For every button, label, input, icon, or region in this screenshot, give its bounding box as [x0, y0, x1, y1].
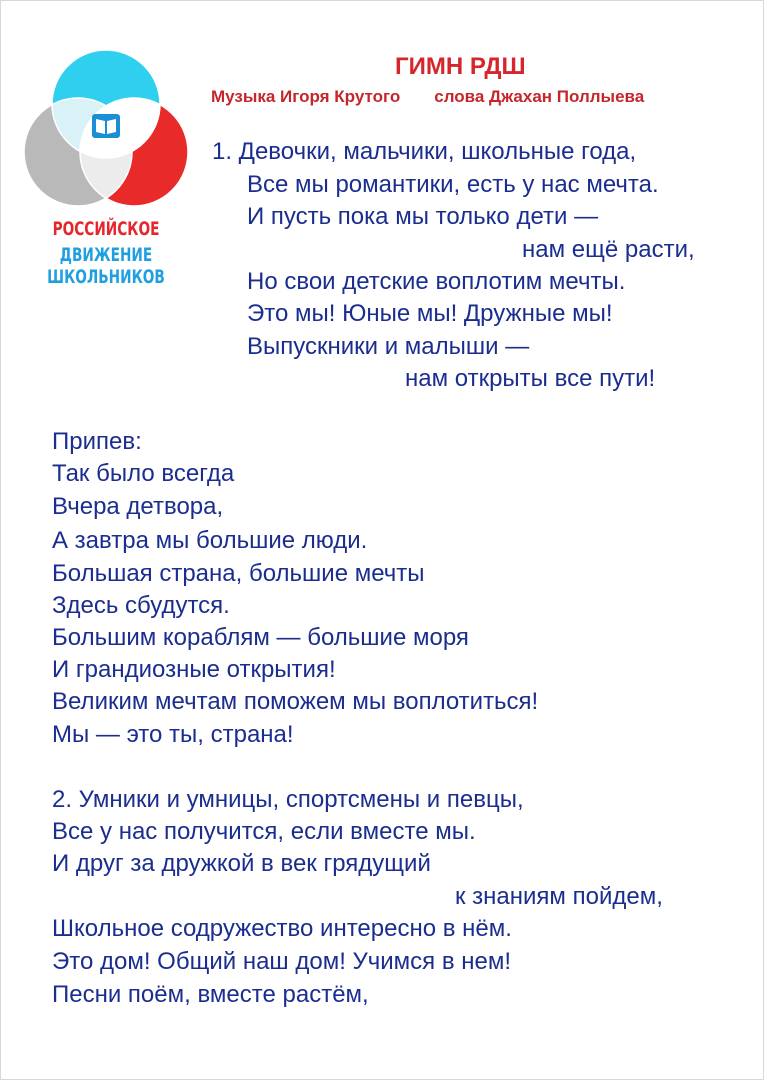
chorus-line: Великим мечтам поможем мы воплотиться!: [52, 688, 539, 715]
verse1-line: Это мы! Юные мы! Дружные мы!: [247, 300, 613, 327]
chorus-line: Здесь сбудутся.: [52, 592, 230, 619]
verse2-line: Все у нас получится, если вместе мы.: [52, 818, 476, 845]
anthem-title: ГИМН РДШ: [395, 53, 526, 80]
chorus-line: Большим кораблям — большие моря: [52, 624, 469, 651]
chorus-line: Вчера детвора,: [52, 493, 224, 520]
verse1-line: И пусть пока мы только дети —: [247, 203, 599, 230]
verse2-line: к знаниям пойдем,: [455, 883, 663, 910]
chorus-label: Припев:: [52, 428, 142, 455]
verse1-line: Все мы романтики, есть у нас мечта.: [247, 171, 659, 198]
verse2-line: Песни поём, вместе растём,: [52, 981, 369, 1008]
verse2-line: Это дом! Общий наш дом! Учимся в нем!: [52, 948, 512, 975]
book-icon: [92, 114, 120, 138]
words-credit: слова Джахан Поллыева: [434, 87, 645, 106]
verse1-line: Но свои детские воплотим мечты.: [247, 268, 626, 295]
credits: [211, 87, 644, 107]
chorus-line: А завтра мы большие люди.: [52, 527, 368, 554]
chorus-line: Так было всегда: [52, 460, 235, 487]
verse1-line: Выпускники и малыши —: [247, 333, 530, 360]
chorus-line: Мы — это ты, страна!: [52, 721, 294, 748]
chorus-line: И грандиозные открытия!: [52, 656, 336, 683]
logo-text-line2: ДВИЖЕНИЕ ШКОЛЬНИКОВ: [47, 244, 165, 288]
logo-text-line1: РОССИЙСКОЕ: [52, 218, 160, 240]
verse1-line: нам открыты все пути!: [405, 365, 656, 392]
verse2-line: 2. Умники и умницы, спортсмены и певцы,: [52, 786, 524, 813]
logo-circles-icon: [10, 42, 202, 277]
chorus-line: Большая страна, большие мечты: [52, 560, 425, 587]
verse2-line: И друг за дружкой в век грядущий: [52, 850, 431, 877]
rdsh-logo: [10, 42, 202, 277]
verse1-line: 1. Девочки, мальчики, школьные года,: [212, 138, 637, 165]
music-credit: Музыка Игоря Крутого: [211, 87, 401, 106]
verse2-line: Школьное содружество интересно в нём.: [52, 915, 512, 942]
verse1-line: нам ещё расти,: [522, 236, 695, 263]
